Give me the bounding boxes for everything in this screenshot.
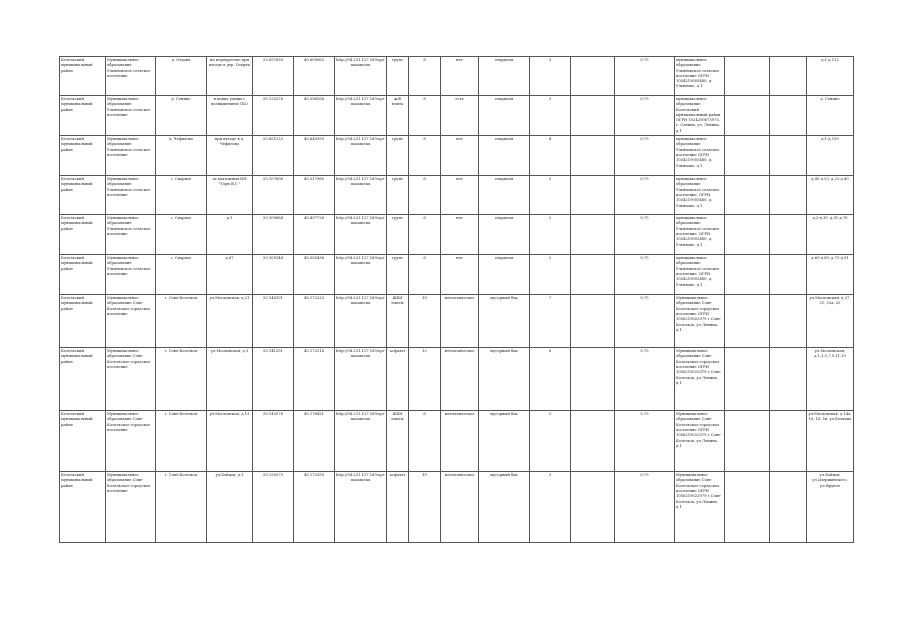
- cell-planned-count: [571, 96, 615, 136]
- cell-settlement: г. Сове-Козельск: [156, 295, 207, 348]
- cell-municipality: Муниципальное образование Сове-Козельское городское поселение: [106, 348, 156, 411]
- table-row: [60, 136, 854, 176]
- cell-container-count: 7: [530, 295, 571, 348]
- cell-spare-2: [770, 295, 807, 348]
- cell-municipality: Муниципальное образование Ульяновское сельское поселение: [106, 96, 156, 136]
- cell-map-link: http://94.231.127.189/opi-mainmenu: [335, 176, 387, 215]
- table-row: [60, 295, 854, 348]
- cell-planned-count: [571, 176, 615, 215]
- cell-planned-count: [571, 136, 615, 176]
- register-body: [60, 57, 854, 543]
- cell-fence: есть: [441, 96, 479, 136]
- cell-owner: муниципальное образование Ульяновское сельское поселение, ОГРН 1054219005480, д. Ульяново, д.1: [675, 215, 725, 255]
- cell-served-addresses: ул.Бойцов, ул.Дзержинского, ул.Фрунзе: [807, 472, 854, 543]
- cell-fence: металлическое: [441, 411, 479, 472]
- cell-container-volume: 0,75: [615, 96, 675, 136]
- cell-location: ул.Московская, д.21: [207, 295, 253, 348]
- cell-settlement: с. Сварное: [156, 176, 207, 215]
- cell-container-count: 2: [530, 215, 571, 255]
- cell-municipality: Муниципальное образование Сове-Козельское городское поселение: [106, 295, 156, 348]
- cell-surface: асфальт: [387, 348, 409, 411]
- cell-spare-1: [725, 295, 770, 348]
- cell-served-addresses: д.2-д.19, д.51-д.70: [807, 215, 854, 255]
- cell-fence: металлическое: [441, 348, 479, 411]
- cell-latitude: 55.851123: [253, 136, 294, 176]
- cell-planned-count: [571, 348, 615, 411]
- cell-spare-1: [725, 472, 770, 543]
- cell-location: ул.Московская, д.13: [207, 411, 253, 472]
- cell-location: в конце улицы с возвышением ГКО: [207, 96, 253, 136]
- cell-area: 12: [409, 348, 441, 411]
- cell-spare-2: [770, 411, 807, 472]
- cell-location: на перекрестке при въезде в дер. Озерна: [207, 57, 253, 96]
- cell-map-link: http://94.231.127.189/opi-mainmenu: [335, 255, 387, 295]
- cell-container-type: открытая: [479, 57, 530, 96]
- cell-planned-count: [571, 255, 615, 295]
- cell-served-addresses: ул.Московская, д.14а, 16, 16, 1в, ул.Бочкова: [807, 411, 854, 472]
- cell-container-volume: 0,75: [615, 295, 675, 348]
- cell-container-type: открытая: [479, 176, 530, 215]
- cell-owner: Муниципальное образование Сове-Козельское городское поселение ОГРН 1056219022979 г.Сове-Козельск, ул.Ленина, д.1: [675, 411, 725, 472]
- cell-spare-2: [770, 176, 807, 215]
- cell-map-link: http://94.231.127.189/opi-mainmenu: [335, 295, 387, 348]
- cell-municipality: Муниципальное образование Сове-Козельское городское поселение: [106, 411, 156, 472]
- cell-map-link: http://94.231.127.189/opi-mainmenu: [335, 411, 387, 472]
- cell-longitude: 40.517960: [294, 176, 335, 215]
- cell-container-count: 3: [530, 96, 571, 136]
- cell-location: ул.Московская, д.3: [207, 348, 253, 411]
- cell-location: за магазином ИП "Горн В.Г.": [207, 176, 253, 215]
- cell-area: 6: [409, 176, 441, 215]
- cell-fence: нет: [441, 255, 479, 295]
- cell-surface: грунт: [387, 215, 409, 255]
- cell-area: 10: [409, 295, 441, 348]
- cell-fence: металлическое: [441, 295, 479, 348]
- cell-municipality: Муниципальное образование Ульяновское сельское поселение: [106, 215, 156, 255]
- cell-location: ул.Бойцов, д.1: [207, 472, 253, 543]
- cell-spare-1: [725, 57, 770, 96]
- cell-container-volume: 0,75: [615, 136, 675, 176]
- cell-settlement: с. Сварное: [156, 215, 207, 255]
- cell-longitude: 40.172225: [294, 295, 335, 348]
- waste-sites-register-table: [59, 56, 854, 543]
- cell-container-type: мусорный бак: [479, 472, 530, 543]
- cell-fence: нет: [441, 215, 479, 255]
- cell-owner: муниципальное образование Ульяновское сельское поселение, ОГРН 1054219005480, д. Ульяново, д.1: [675, 176, 725, 215]
- cell-location: д.67: [207, 255, 253, 295]
- cell-location: д.1: [207, 215, 253, 255]
- cell-spare-2: [770, 472, 807, 543]
- cell-area: 8: [409, 136, 441, 176]
- cell-surface: грунт: [387, 255, 409, 295]
- cell-container-type: открытая: [479, 136, 530, 176]
- cell-container-count: 3: [530, 57, 571, 96]
- table-row: [60, 176, 854, 215]
- cell-container-volume: 0,75: [615, 215, 675, 255]
- cell-container-count: 2: [530, 176, 571, 215]
- cell-spare-1: [725, 96, 770, 136]
- cell-surface: грунт: [387, 136, 409, 176]
- cell-owner: Муниципальное образование Сове-Козельское городское поселение ОГРН 1056219022979 г.Сове-Козельск, ул.Ленина, д.1: [675, 348, 725, 411]
- cell-district: Козельский муниципальный район: [60, 472, 106, 543]
- cell-container-count: 3: [530, 472, 571, 543]
- cell-spare-1: [725, 215, 770, 255]
- cell-municipality: Муниципальное образование Ульяновское сельское поселение: [106, 176, 156, 215]
- table-row: [60, 472, 854, 543]
- cell-district: Козельский муниципальный район: [60, 411, 106, 472]
- table-row: [60, 96, 854, 136]
- cell-longitude: 40.609963: [294, 57, 335, 96]
- cell-latitude: 55.109144: [253, 255, 294, 295]
- cell-served-addresses: д. Сенино: [807, 96, 854, 136]
- table-row: [60, 57, 854, 96]
- cell-surface: грунт: [387, 176, 409, 215]
- table-row: [60, 411, 854, 472]
- cell-map-link: http://94.231.127.189/opi-mainmenu: [335, 215, 387, 255]
- cell-container-count: 1: [530, 411, 571, 472]
- table-row: [60, 215, 854, 255]
- cell-spare-1: [725, 255, 770, 295]
- cell-map-link: http://94.231.127.189/opi-mainmenu: [335, 136, 387, 176]
- cell-container-count: 2: [530, 255, 571, 295]
- cell-longitude: 40.176421: [294, 411, 335, 472]
- table-row: [60, 255, 854, 295]
- cell-map-link: http://94.231.127.189/opi-mainmenu: [335, 348, 387, 411]
- cell-area: 10: [409, 472, 441, 543]
- cell-container-volume: 0,75: [615, 472, 675, 543]
- cell-location: при въезде в д. Чефилово: [207, 136, 253, 176]
- cell-owner: Муниципальное образование Сове-Козельское городское поселение ОГРН 1056219022979 г.Сове-Козельск, ул.Ленина, д.1: [675, 295, 725, 348]
- cell-latitude: 55.109884: [253, 215, 294, 255]
- cell-container-type: открытая: [479, 255, 530, 295]
- cell-owner: муниципальное образование Ульяновское сельское поселение ОГРН 1054219005480, д. Ульяново, д.1: [675, 136, 725, 176]
- cell-municipality: Муниципальное образование Сове-Козельское городское поселение: [106, 472, 156, 543]
- cell-owner: муниципальное образование Ульяновское сельское поселение ОГРН 1054219005480, д. Ульяново, д.1: [675, 57, 725, 96]
- cell-owner: Муниципальное образование Сове-Козельское городское поселение ОГРН 1056219022979 г.Сове-Козельск, ул.Ленина, д.1: [675, 472, 725, 543]
- cell-spare-1: [725, 176, 770, 215]
- cell-fence: нет: [441, 57, 479, 96]
- cell-fence: металлическое: [441, 472, 479, 543]
- cell-district: Козельский муниципальный район: [60, 348, 106, 411]
- cell-municipality: Муниципальное образование Ульяновское сельское поселение: [106, 136, 156, 176]
- cell-district: Козельский муниципальный район: [60, 96, 106, 136]
- cell-container-type: открытая: [479, 215, 530, 255]
- cell-spare-2: [770, 348, 807, 411]
- cell-served-addresses: д.65-д.85, д.72-д.91: [807, 255, 854, 295]
- cell-settlement: с. Сварное: [156, 255, 207, 295]
- cell-surface: ЖБИ плиты: [387, 295, 409, 348]
- cell-planned-count: [571, 215, 615, 255]
- cell-settlement: д. Озерна: [156, 57, 207, 96]
- cell-settlement: г. Сове-Козельск: [156, 411, 207, 472]
- cell-spare-1: [725, 136, 770, 176]
- cell-district: Козельский муниципальный район: [60, 136, 106, 176]
- cell-spare-1: [725, 348, 770, 411]
- cell-planned-count: [571, 295, 615, 348]
- cell-surface: грунт: [387, 57, 409, 96]
- cell-surface: асфальт: [387, 472, 409, 543]
- cell-spare-2: [770, 136, 807, 176]
- cell-spare-2: [770, 255, 807, 295]
- cell-planned-count: [571, 57, 615, 96]
- cell-spare-1: [725, 411, 770, 472]
- cell-latitude: 55.141201: [253, 348, 294, 411]
- cell-container-volume: 0,75: [615, 255, 675, 295]
- cell-container-count: 6: [530, 348, 571, 411]
- cell-area: 6: [409, 215, 441, 255]
- cell-container-count: 4: [530, 136, 571, 176]
- cell-spare-2: [770, 96, 807, 136]
- cell-served-addresses: ул.Московская, д.27, 21, 23а, 25: [807, 295, 854, 348]
- cell-surface: ЖБИ плиты: [387, 411, 409, 472]
- cell-owner: муниципальное образование Ульяновское сельское поселение, ОГРН 1054219005480, д. Ульяново, д.1: [675, 255, 725, 295]
- cell-spare-2: [770, 215, 807, 255]
- cell-settlement: д. Сенино: [156, 96, 207, 136]
- cell-container-volume: 0,75: [615, 348, 675, 411]
- cell-fence: нет: [441, 176, 479, 215]
- cell-planned-count: [571, 411, 615, 472]
- cell-served-addresses: д.1-д.139: [807, 136, 854, 176]
- cell-district: Козельский муниципальный район: [60, 215, 106, 255]
- cell-longitude: 40.505436: [294, 255, 335, 295]
- cell-area: 8: [409, 96, 441, 136]
- cell-served-addresses: д.43-д.52, д.22-д.40: [807, 176, 854, 215]
- cell-owner: муниципальное образование Козельский муниципальный район ОГРН 1024200675975, г. Сенина, ул. Ленина, д.1: [675, 96, 725, 136]
- cell-spare-2: [770, 57, 807, 96]
- cell-planned-count: [571, 472, 615, 543]
- cell-latitude: 55.140101: [253, 295, 294, 348]
- cell-container-volume: 0,75: [615, 411, 675, 472]
- cell-map-link: http://94.231.127.189/opi-mainmenu: [335, 96, 387, 136]
- cell-map-link: http://94.231.127.189/opi-mainmenu: [335, 57, 387, 96]
- cell-map-link: http://94.231.127.189/opi-mainmenu: [335, 472, 387, 543]
- cell-area: 8: [409, 57, 441, 96]
- cell-longitude: 40.172214: [294, 348, 335, 411]
- cell-container-volume: 0,75: [615, 176, 675, 215]
- cell-district: Козельский муниципальный район: [60, 176, 106, 215]
- cell-municipality: Муниципальное образование Ульяновское сельское поселение: [106, 255, 156, 295]
- cell-container-type: открытая: [479, 96, 530, 136]
- cell-longitude: 40.497728: [294, 215, 335, 255]
- cell-longitude: 40.172559: [294, 472, 335, 543]
- cell-container-type: мусорный бак: [479, 411, 530, 472]
- cell-latitude: 55.107696: [253, 176, 294, 215]
- cell-served-addresses: ул.Московская, д.1,3,5,7,9,11,19: [807, 348, 854, 411]
- cell-latitude: 53.857839: [253, 57, 294, 96]
- cell-longitude: 40.645993: [294, 136, 335, 176]
- cell-fence: нет: [441, 136, 479, 176]
- cell-served-addresses: д.1-д.112: [807, 57, 854, 96]
- cell-latitude: 55.125274: [253, 96, 294, 136]
- cell-container-type: мусорный бак: [479, 295, 530, 348]
- table-row: [60, 348, 854, 411]
- cell-longitude: 40.594164: [294, 96, 335, 136]
- cell-district: Козельский муниципальный район: [60, 255, 106, 295]
- cell-latitude: 55.143576: [253, 411, 294, 472]
- cell-district: Козельский муниципальный район: [60, 57, 106, 96]
- cell-latitude: 55.150575: [253, 472, 294, 543]
- cell-area: 6: [409, 411, 441, 472]
- cell-settlement: г. Сове-Козельск: [156, 348, 207, 411]
- cell-surface: ж/б плита: [387, 96, 409, 136]
- cell-municipality: Муниципальное образование Ульяновское сельское поселение: [106, 57, 156, 96]
- cell-settlement: д. Чефилово: [156, 136, 207, 176]
- cell-area: 6: [409, 255, 441, 295]
- cell-container-volume: 0,75: [615, 57, 675, 96]
- cell-container-type: мусорный бак: [479, 348, 530, 411]
- cell-district: Козельский муниципальный район: [60, 295, 106, 348]
- cell-settlement: г. Сове-Козельск: [156, 472, 207, 543]
